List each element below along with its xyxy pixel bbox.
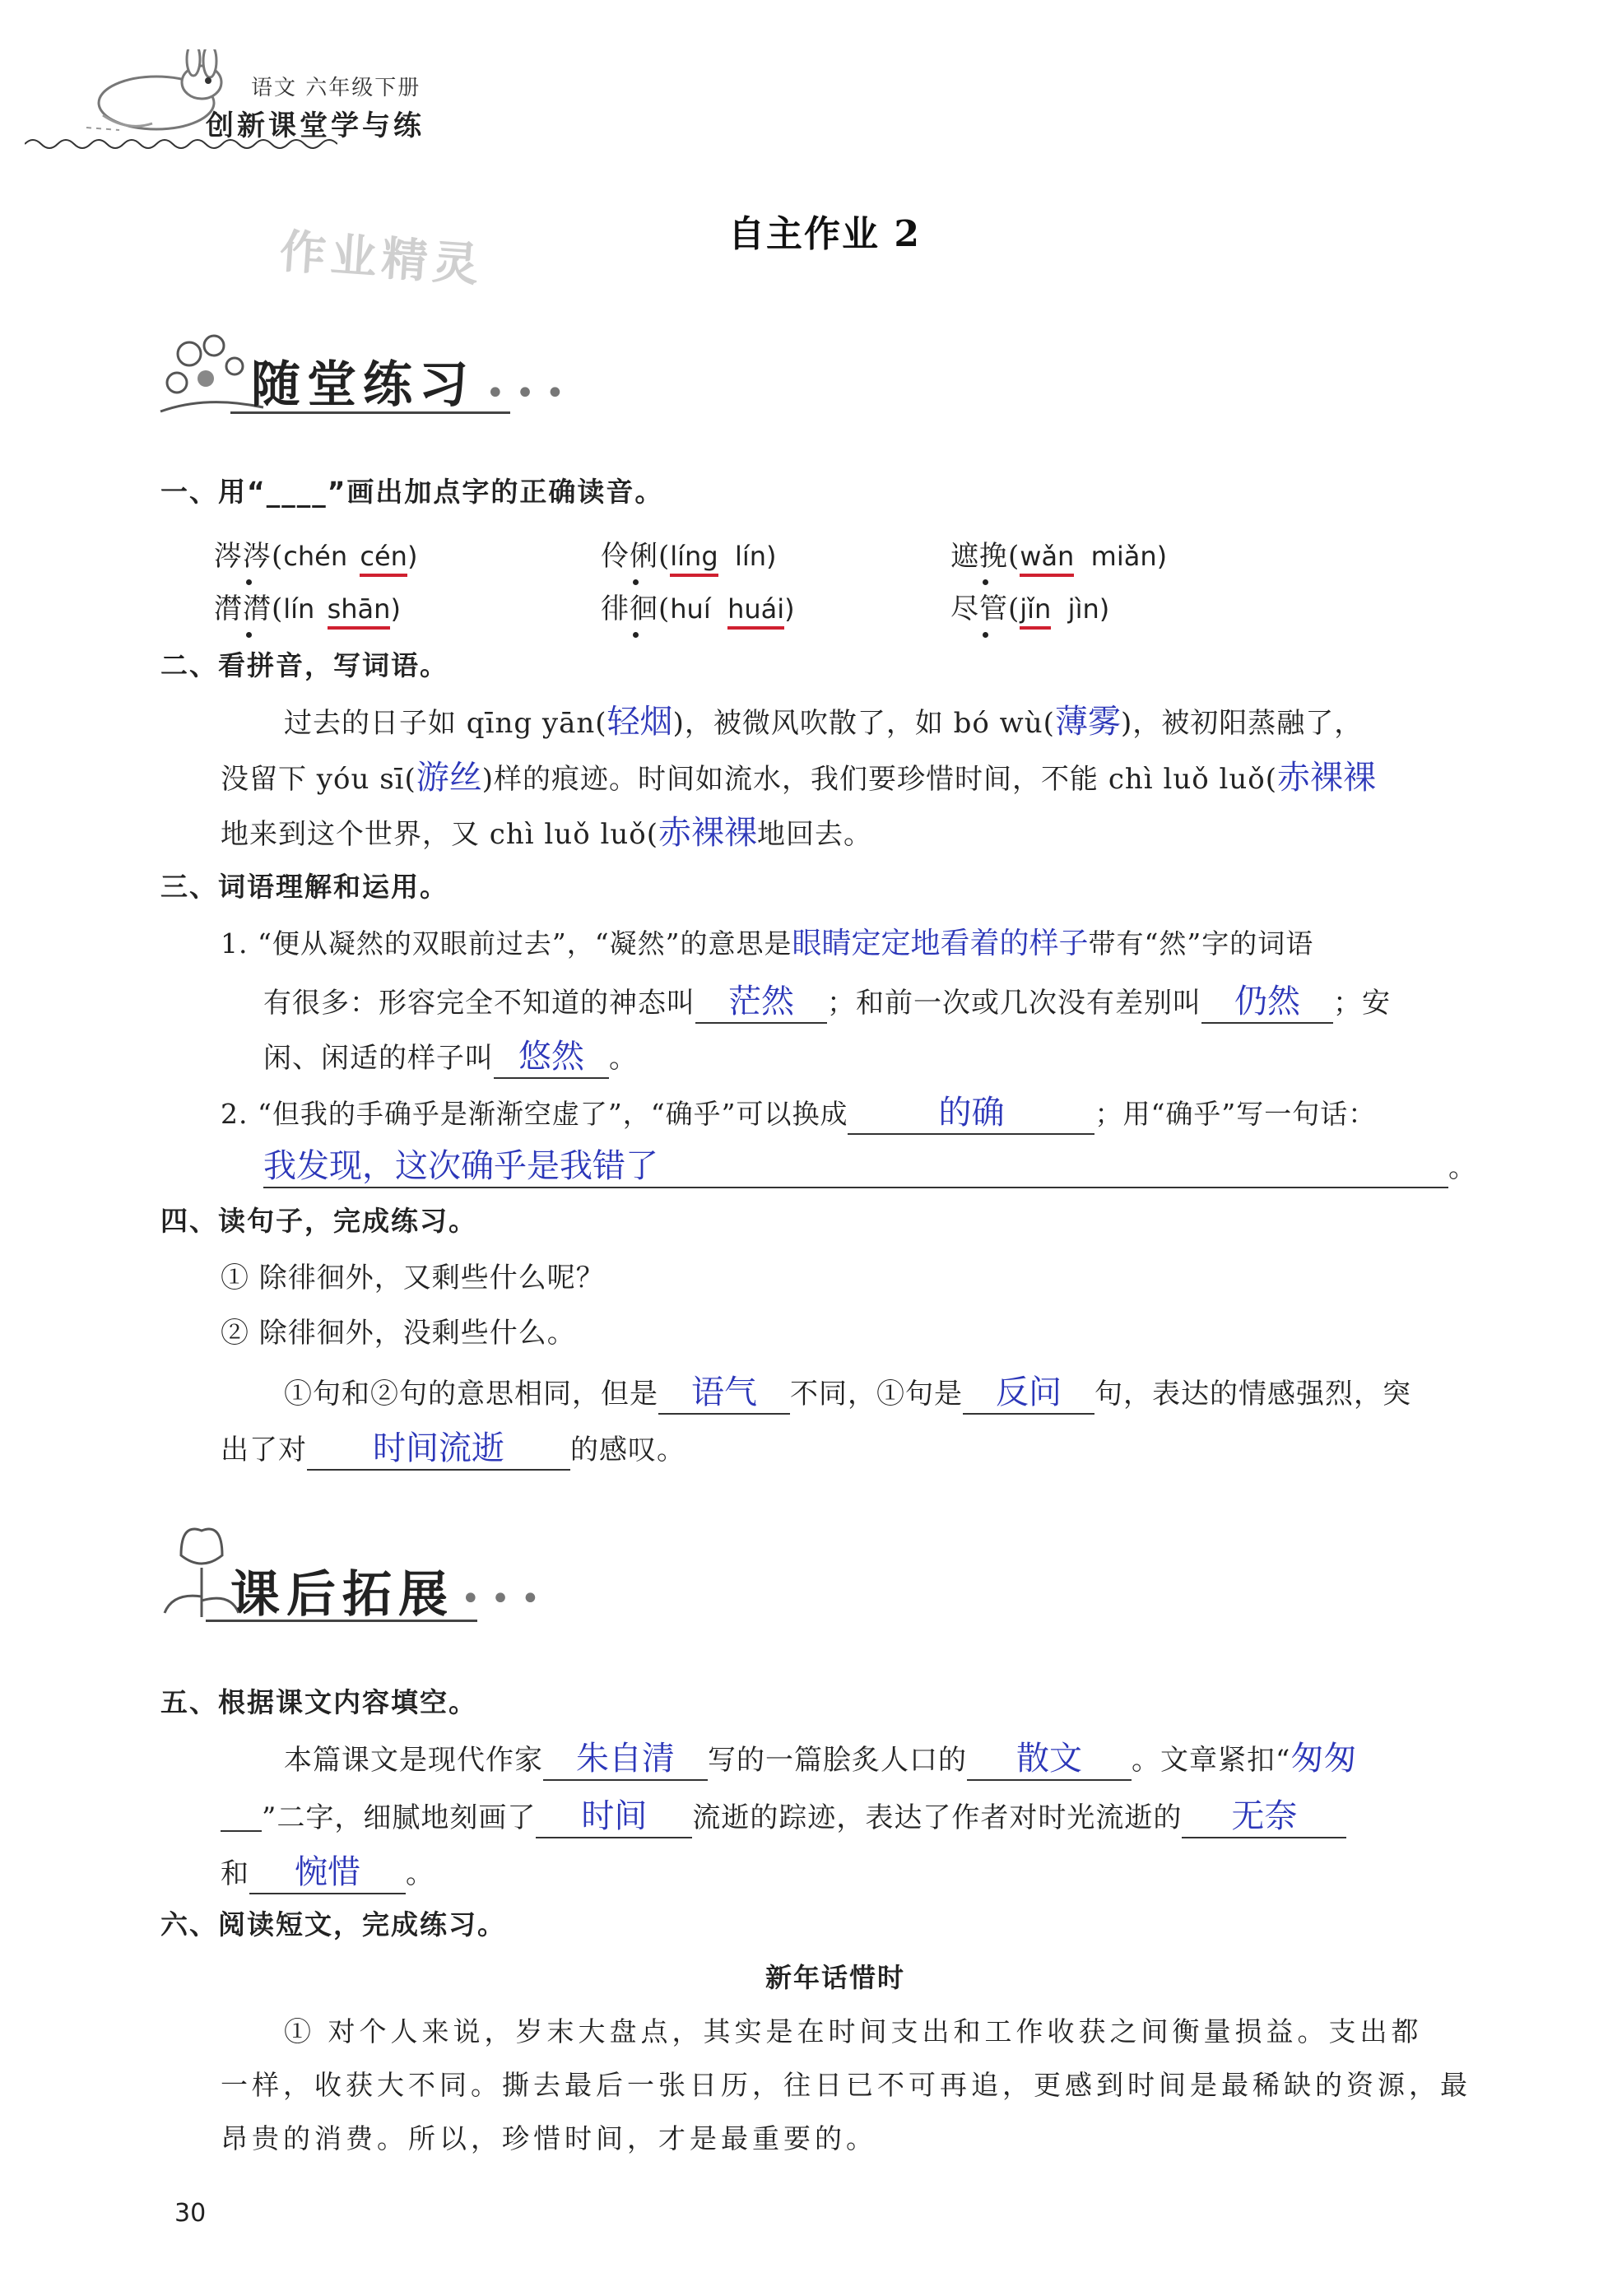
q2-answer-2: 薄雾 xyxy=(1054,703,1121,741)
q3-line-4 xyxy=(221,1086,1376,1135)
q2-text: )样的痕迹。时间如流水，我们要珍惜时间，不能 chì luǒ luǒ( xyxy=(481,763,1278,796)
q1-paren: ) xyxy=(407,541,418,572)
page-title: 自主作业 2 xyxy=(728,213,921,255)
q5-text: 本篇课文是现代作家 xyxy=(284,1744,543,1777)
question-5-label: 五、根据课文内容填空。 xyxy=(160,1686,477,1718)
q1-option-selected: huái xyxy=(727,593,784,630)
q3-text: ；安 xyxy=(1333,987,1391,1020)
q5-text: 。 xyxy=(406,1857,435,1890)
q1-word: 遮挽( xyxy=(950,533,1020,574)
question-2-label: 二、看拼音，写词语。 xyxy=(160,649,448,681)
section-title-dots: • • • xyxy=(461,1580,541,1618)
q3-line-2 xyxy=(263,975,1391,1024)
q1-paren: ) xyxy=(784,593,795,625)
q2-text: 地来到这个世界，又 chì luǒ luǒ( xyxy=(221,818,658,851)
section-title-dots: • • • xyxy=(486,374,565,412)
q2-line-3 xyxy=(221,806,872,853)
q5-blank-5 xyxy=(1182,1790,1346,1838)
q3-line-5 xyxy=(263,1140,1477,1188)
q2-answer-1: 轻烟 xyxy=(606,703,673,741)
q3-text: 闲、闲适的样子叫 xyxy=(263,1042,494,1075)
q1-option: chén xyxy=(283,541,348,572)
q1-item-1 xyxy=(214,533,417,574)
q3-answer-3: 仍然 xyxy=(1234,983,1300,1020)
q3-answer-2: 茫然 xyxy=(728,983,794,1020)
header-wave-divider xyxy=(25,136,337,152)
q5-line-3 xyxy=(221,1846,435,1894)
q5-answer-5: 无奈 xyxy=(1231,1797,1298,1835)
q1-paren: ) xyxy=(390,593,401,625)
q3-text: 1. “便从凝然的双眼前过去”，“凝然”的意思是 xyxy=(221,927,792,960)
q3-text: 带有“然”字的词语 xyxy=(1088,927,1314,960)
q5-answer-1: 朱自清 xyxy=(576,1740,675,1778)
q2-line-1 xyxy=(284,695,1363,742)
q1-item-6 xyxy=(950,586,1109,626)
q4-sentence-2: ② 除徘徊外，没剩些什么。 xyxy=(221,1317,576,1350)
q3-answer-6: 我发现，这次确乎是我错了 xyxy=(263,1147,658,1185)
q5-text: 写的一篇脍炙人口的 xyxy=(708,1744,967,1777)
q1-item-2 xyxy=(601,533,777,574)
q3-text: ；用“确乎”写一句话： xyxy=(1094,1098,1377,1130)
article-title: 新年话惜时 xyxy=(765,1962,906,1993)
article-paragraph-line: 一样，收获大不同。撕去最后一张日历，往日已不可再追，更感到时间是最稀缺的资源，最 xyxy=(221,2069,1471,2101)
q1-option: huí xyxy=(670,593,711,625)
q1-word: 徘徊( xyxy=(601,586,670,626)
q5-line-1 xyxy=(284,1732,1356,1781)
q5-text: 和 xyxy=(221,1857,249,1890)
q1-paren: ) xyxy=(1156,541,1168,572)
q2-text: 过去的日子如 qīng yān( xyxy=(284,707,607,740)
section-title-underline xyxy=(206,1620,477,1622)
q2-text: )，被初阳蒸融了， xyxy=(1120,707,1364,740)
question-3-label: 三、词语理解和运用。 xyxy=(160,871,448,903)
q4-answer-1: 语气 xyxy=(691,1373,757,1411)
q3-answer-4: 悠然 xyxy=(518,1038,584,1076)
q3-text: ；和前一次或几次没有差别叫 xyxy=(827,987,1201,1020)
q5-answer-2: 散文 xyxy=(1016,1740,1082,1778)
q4-text: 的感叹。 xyxy=(570,1434,685,1466)
q3-answer-1: 眼睛定定地看着的样子 xyxy=(792,927,1089,960)
section-title-practice: 随堂练习 xyxy=(251,356,475,414)
q4-text: ①句和②句的意思相同，但是 xyxy=(284,1378,658,1411)
q4-answer-2: 反问 xyxy=(996,1373,1062,1411)
q5-answer-4: 时间 xyxy=(581,1797,648,1835)
q1-paren: ) xyxy=(766,541,777,572)
q4-blank-2 xyxy=(963,1366,1094,1415)
q4-sentence-1: ① 除徘徊外，又剩些什么呢？ xyxy=(221,1262,605,1294)
q1-option-selected: shān xyxy=(328,593,391,630)
q3-blank-2 xyxy=(695,975,827,1024)
q1-item-4 xyxy=(214,586,401,626)
q4-line-2 xyxy=(221,1422,685,1471)
q2-answer-4: 赤裸裸 xyxy=(1277,759,1377,797)
q1-option: lín xyxy=(283,593,315,625)
q1-option: jìn xyxy=(1067,593,1099,625)
q1-word: 伶俐( xyxy=(601,533,670,574)
q5-blank-1 xyxy=(543,1732,708,1781)
q1-option: lín xyxy=(734,541,767,572)
watermark: 作业精灵 xyxy=(277,225,486,293)
q5-blank-3 xyxy=(221,1815,262,1832)
q3-line-1 xyxy=(221,920,1313,962)
question-6-label: 六、阅读短文，完成练习。 xyxy=(160,1908,506,1940)
q4-answer-3: 时间流逝 xyxy=(373,1429,504,1467)
q5-text: 流逝的踪迹，表达了作者对时光流逝的 xyxy=(692,1801,1183,1834)
q2-line-2 xyxy=(221,751,1376,798)
q1-word: 潸潸( xyxy=(214,586,283,626)
q1-option-selected: wǎn xyxy=(1020,541,1074,577)
q2-text: 地回去。 xyxy=(756,818,872,851)
q1-item-5 xyxy=(601,586,795,626)
question-4-label: 四、读句子，完成练习。 xyxy=(160,1205,477,1237)
section-title-underline xyxy=(230,411,510,414)
q1-option-selected: cén xyxy=(360,541,407,577)
q3-text: 。 xyxy=(1448,1151,1477,1184)
q5-blank-2 xyxy=(967,1732,1132,1781)
q5-blank-6 xyxy=(249,1846,406,1894)
q3-blank-6 xyxy=(263,1140,1448,1188)
question-1-label: 一、用“____”画出加点字的正确读音。 xyxy=(160,476,664,508)
article-paragraph-line: ① 对个人来说，岁末大盘点，其实是在时间支出和工作收获之间衡量损益。支出都 xyxy=(284,2015,1423,2047)
q5-answer-6: 惋惜 xyxy=(295,1853,360,1891)
q1-paren: ) xyxy=(1099,593,1110,625)
section-title-extension: 课后拓展 xyxy=(230,1566,454,1624)
q1-word: 涔涔( xyxy=(214,533,283,574)
q3-text: 。 xyxy=(609,1042,638,1075)
article-paragraph-line: 昂贵的消费。所以，珍惜时间，才是最重要的。 xyxy=(221,2122,877,2154)
header-subject: 语文 六年级下册 xyxy=(251,76,421,100)
q1-word: 尽管( xyxy=(950,586,1020,626)
header-series: 创新课堂学与练 xyxy=(206,109,425,142)
q4-blank-1 xyxy=(658,1366,790,1415)
q3-text: 有很多：形容完全不知道的神态叫 xyxy=(263,987,695,1020)
q1-option: miǎn xyxy=(1090,541,1157,572)
q5-text: 。文章紧扣“ xyxy=(1132,1744,1291,1777)
q4-text: 出了对 xyxy=(221,1434,307,1466)
q3-text: 2. “但我的手确乎是渐渐空虚了”，“确乎”可以换成 xyxy=(221,1098,848,1130)
q2-answer-5: 赤裸裸 xyxy=(658,814,757,852)
q1-option-selected: líng xyxy=(670,541,718,577)
q5-text: ”二字，细腻地刻画了 xyxy=(262,1801,537,1834)
q2-text: )，被微风吹散了，如 bó wù( xyxy=(672,707,1055,740)
q5-blank-4 xyxy=(536,1790,692,1838)
q3-blank-4 xyxy=(494,1030,609,1079)
q4-blank-3 xyxy=(307,1422,570,1471)
q1-option-selected: jǐn xyxy=(1020,593,1051,630)
q5-line-2 xyxy=(221,1790,1346,1838)
page-number: 30 xyxy=(174,2199,207,2228)
q5-answer-3: 匆匆 xyxy=(1290,1740,1357,1778)
q3-blank-3 xyxy=(1201,975,1333,1024)
q4-line-1 xyxy=(284,1366,1411,1415)
q4-text: 不同，①句是 xyxy=(790,1378,963,1411)
q1-item-3 xyxy=(950,533,1167,574)
q3-answer-5: 的确 xyxy=(938,1094,1005,1132)
q4-text: 句，表达的情感强烈，突 xyxy=(1094,1378,1411,1411)
q2-text: 没留下 yóu sī( xyxy=(221,763,416,796)
q2-answer-3: 游丝 xyxy=(416,759,482,797)
q3-blank-5 xyxy=(848,1086,1094,1135)
q3-line-3 xyxy=(263,1030,638,1079)
